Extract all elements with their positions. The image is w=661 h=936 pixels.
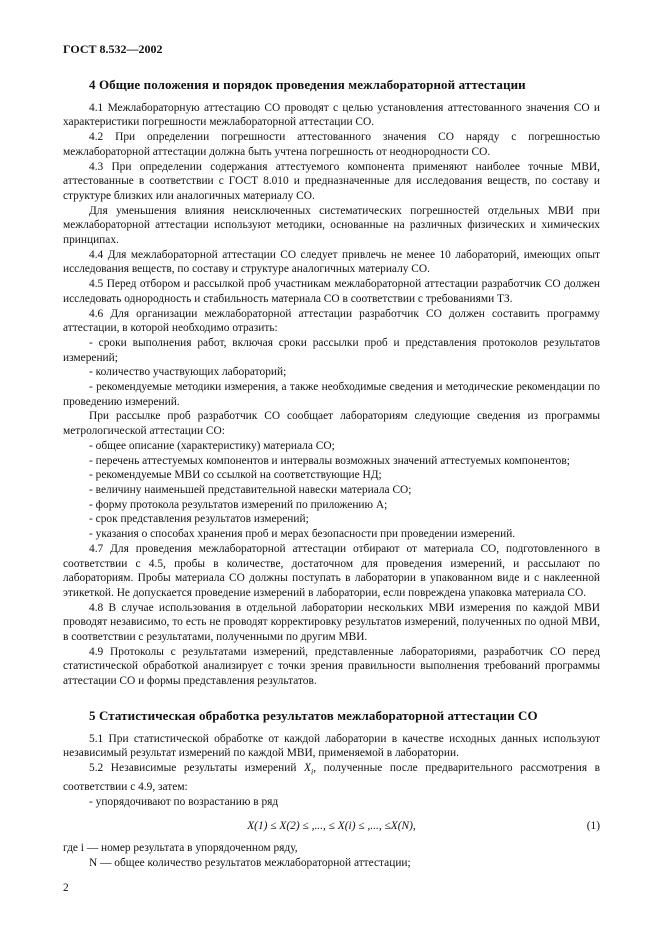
paragraph-5-2 (63, 761, 600, 795)
paragraph-4-3: 4.3 При определении содержания аттестуемого компонента применяют наиболее точные МВИ, аттестованные в соответствии с ГОСТ 8.010 и предназначенные для исследования веществ, по составу и структуре близких или аналогичных материалу СО. (63, 160, 600, 202)
list-item: - перечень аттестуемых компонентов и интервалы возможных значений аттестуемых компонентов; (89, 454, 570, 467)
paragraph-5-1: 5.1 При статистической обработке от каждой лаборатории в качестве исходных данных используют независимый результат измерений по каждой МВИ, применяемой в лаборатории. (63, 732, 600, 760)
paragraph-4-6: 4.6 Для организации межлабораторной аттестации разработчик СО должен составить программу аттестации, в которой необходимо отразить: (63, 307, 600, 335)
formula-where-n: N — общее количество результатов межлабораторной аттестации; (89, 857, 411, 870)
formula-1 (63, 815, 600, 839)
list-item: - рекомендуемые методики измерения, а также необходимые сведения и методические рекомендации по проведению измерений. (63, 381, 600, 408)
section-5-title: 5 Статистическая обработка результатов межлабораторной аттестации СО (89, 707, 538, 723)
formula-where-i: где i — номер результата в упорядоченном ряду, (63, 842, 298, 855)
list-item: - количество участвующих лабораторий; (89, 366, 287, 379)
list-item: - форму протокола результатов измерений по приложению А; (89, 498, 388, 511)
paragraph-4-4: 4.4 Для межлабораторной аттестации СО следует привлечь не менее 10 лабораторий, имеющих опыт исследования веществ, по составу и структуре аналогичных материалу СО. (63, 248, 600, 276)
paragraph-4-5: 4.5 Перед отбором и рассылкой проб участникам межлабораторной аттестации разработчик СО должен исследовать однородность и стабильность материала СО в соответствии с требованиями ТЗ. (63, 278, 600, 305)
paragraph-4-7: 4.7 Для проведения межлабораторной аттестации отбирают от материала СО, подготовленного в соответствии с 4.5, пробы в количестве, достаточном для проведения измерений, и рассылают по лабораториям. Пробы материала СО должны поступать в лаборатории в упакованном виде и с наклеенной этикеткой. Не допускается проведение измерений в лаборатории, если повреждена упаковка материала СО. (63, 542, 600, 599)
list-item: - срок представления результатов измерений; (89, 513, 309, 526)
page-content (63, 78, 600, 871)
paragraph-4-8: 4.8 В случае использования в отдельной лаборатории нескольких МВИ измерения по каждой МВИ проводят независимо, то есть не проводят корректировку результатов измерений, полученных по одной МВИ, в соответствии с результатами, полученными по другим МВИ. (63, 601, 600, 644)
page-number: 2 (63, 882, 69, 894)
paragraph-4-3-continued: Для уменьшения влияния неисключенных систематических погрешностей отдельных МВИ при межлабораторной аттестации используют методики, основанные на различных физических и химических принципах. (63, 204, 600, 247)
paragraph-4-6-continued: При рассылке проб разработчик СО сообщает лабораториям следующие сведения из программы метрологической аттестации СО: (63, 410, 600, 438)
variable-x: X (303, 761, 311, 774)
list-item: - рекомендуемые МВИ со ссылкой на соответствующие НД; (89, 469, 382, 482)
section-4-title: 4 Общие положения и порядок проведения межлабораторной аттестации (89, 77, 526, 92)
paragraph-5-2-end: , полученные после предварительного рассмотрения в соответствии с 4.9, затем: (63, 761, 600, 793)
formula-expression: X(1) ≤ X(2) ≤ ,..., ≤ X(i) ≤ ,..., ≤X(N), (247, 820, 416, 833)
list-item: - указания о способах хранения проб и мерах безопасности при проведении измерений. (89, 528, 516, 541)
formula-number: (1) (586, 820, 600, 833)
list-item: - упорядочивают по возрастанию в ряд (89, 795, 279, 808)
list-item: - общее описание (характеристику) материала СО; (89, 439, 335, 452)
paragraph-4-1: 4.1 Межлабораторную аттестацию СО проводят с целью установления аттестованного значения СО и характеристики погрешности межлабораторной аттестации СО. (63, 101, 600, 129)
variable-subscript-i: i (310, 767, 314, 777)
paragraph-4-9: 4.9 Протоколы с результатами измерений, представленные лабораториями, разработчик СО перед статистической обработкой анализирует с точки зрения правильности выполнения требований программы аттестации СО и формы представления результатов. (63, 645, 600, 688)
paragraph-4-2: 4.2 При определении погрешности аттестованного значения СО наряду с погрешностью межлабораторной аттестации должна быть учтена погрешность от неоднородности СО. (63, 131, 600, 158)
list-item: - величину наименьшей представительной навески материала СО; (89, 483, 412, 496)
list-item: - сроки выполнения работ, включая сроки рассылки проб и представления протоколов результатов измерений; (63, 336, 600, 364)
standard-header: ГОСТ 8.532—2002 (63, 42, 163, 56)
paragraph-5-2-start: 5.2 Независимые результаты измерений (89, 761, 304, 774)
